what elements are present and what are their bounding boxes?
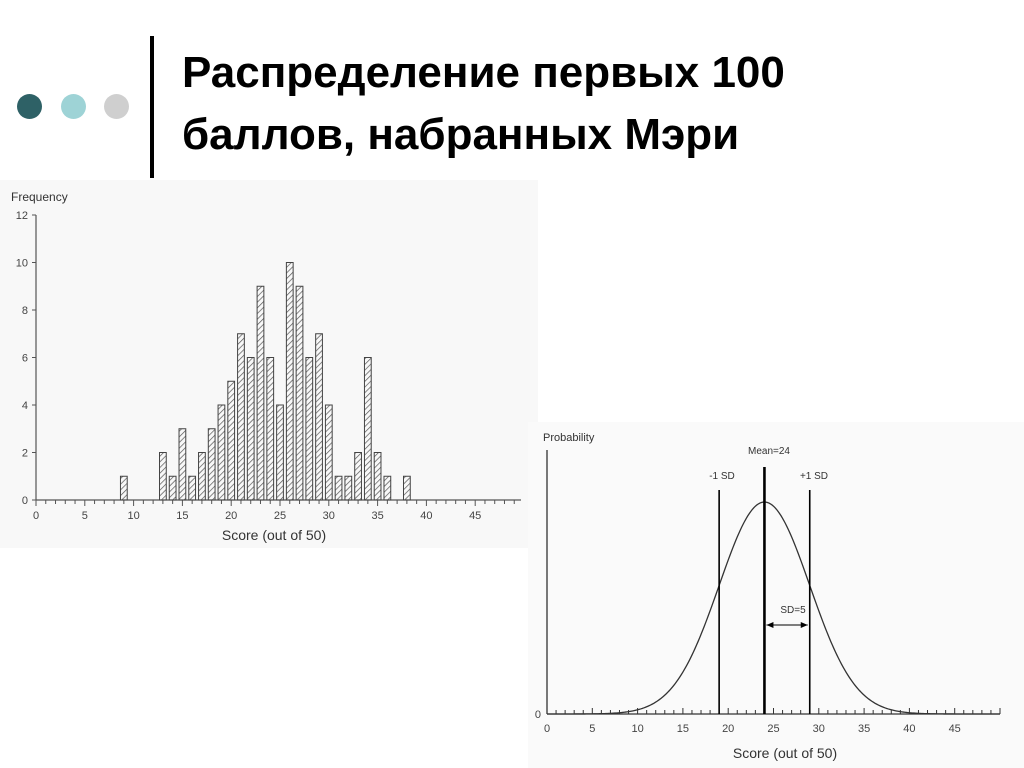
histogram-bar [286, 263, 293, 501]
histogram-bar [120, 476, 127, 500]
slide-title-line-2: баллов, набранных Мэри [182, 110, 740, 159]
normal-x-tick-label: 10 [631, 723, 644, 735]
sd-arrow-right-head [801, 622, 808, 628]
histogram-x-tick-label: 25 [273, 510, 287, 522]
histogram-y-axis-label: Frequency [11, 190, 68, 204]
histogram-bar [277, 405, 284, 500]
normal-x-tick-label: 35 [857, 723, 871, 735]
histogram-y-tick-label: 12 [15, 210, 28, 222]
histogram-y-tick-label: 6 [21, 352, 28, 365]
title-divider [150, 36, 154, 178]
histogram-bar [247, 358, 254, 501]
normal-x-axis-label: Score (out of 50) [732, 745, 838, 761]
histogram-bar [218, 405, 225, 500]
histogram-bar [345, 476, 352, 500]
histogram-x-tick-label: 45 [469, 510, 482, 522]
histogram-bar [374, 453, 381, 501]
histogram-bar [325, 405, 332, 500]
normal-x-tick-label: 45 [948, 723, 961, 735]
minus-one-sd-label: -1 SD [709, 471, 735, 482]
histogram-bar [384, 476, 391, 500]
histogram-bar [364, 358, 371, 501]
histogram-bar [296, 286, 303, 500]
normal-x-tick-label: 15 [676, 723, 690, 735]
histogram-bar [257, 286, 264, 500]
normal-curve-line [547, 502, 1000, 714]
light-teal-dot [61, 94, 86, 119]
histogram-x-tick-label: 15 [176, 510, 189, 522]
histogram-x-tick-label: 20 [225, 510, 238, 522]
histogram-bar [169, 476, 176, 500]
slide-title [182, 42, 982, 166]
plus-one-sd-label: +1 SD [799, 471, 829, 482]
histogram-bar [238, 334, 245, 500]
histogram-x-tick-label: 10 [127, 510, 140, 522]
histogram-bar [306, 358, 313, 501]
histogram-x-tick-label: 40 [420, 510, 433, 522]
histogram-bar [335, 476, 342, 500]
histogram-x-tick-label: 0 [32, 510, 40, 522]
histogram-bar [208, 429, 215, 500]
histogram-bar [199, 453, 206, 501]
histogram-bar [228, 381, 235, 500]
normal-x-tick-label: 30 [812, 723, 825, 735]
normal-curve-chart [528, 422, 1024, 768]
normal-curve-figure [528, 422, 1024, 768]
histogram-y-tick-label: 4 [21, 400, 28, 412]
histogram-figure [0, 180, 538, 548]
normal-y-axis-label: Probability [543, 432, 595, 444]
histogram-y-tick-label: 0 [21, 495, 28, 507]
normal-x-tick-label: 5 [589, 723, 596, 735]
sd-arrow-left-head [766, 622, 773, 628]
sd-label: SD=5 [780, 605, 806, 616]
histogram-x-tick-label: 35 [371, 510, 384, 522]
histogram-x-tick-label: 30 [322, 510, 335, 522]
histogram-x-tick-label: 5 [81, 510, 88, 522]
normal-x-tick-label: 20 [722, 723, 735, 735]
histogram-y-tick-label: 2 [21, 447, 28, 460]
histogram-y-tick-label: 10 [15, 257, 28, 270]
histogram-y-tick-label: 8 [21, 305, 28, 317]
dark-teal-dot [17, 94, 42, 119]
normal-x-tick-label: 25 [767, 723, 780, 735]
histogram-bar [404, 476, 411, 500]
histogram-bar [189, 476, 196, 500]
histogram-chart [0, 180, 538, 548]
histogram-bar [179, 429, 186, 500]
mean-label: Mean=24 [748, 446, 790, 457]
histogram-bar [160, 453, 167, 501]
normal-plot-area [535, 450, 1000, 735]
normal-y-tick-label: 0 [534, 709, 541, 721]
normal-x-tick-label: 40 [903, 723, 916, 735]
histogram-bar [355, 453, 362, 501]
normal-x-tick-label: 0 [543, 723, 551, 735]
histogram-x-axis-label: Score (out of 50) [221, 527, 327, 543]
gray-dot [104, 94, 129, 119]
histogram-plot-area [16, 210, 521, 522]
slide-title-line-1: Распределение первых 100 [182, 48, 785, 97]
histogram-bar [267, 358, 274, 501]
histogram-bar [316, 334, 323, 500]
